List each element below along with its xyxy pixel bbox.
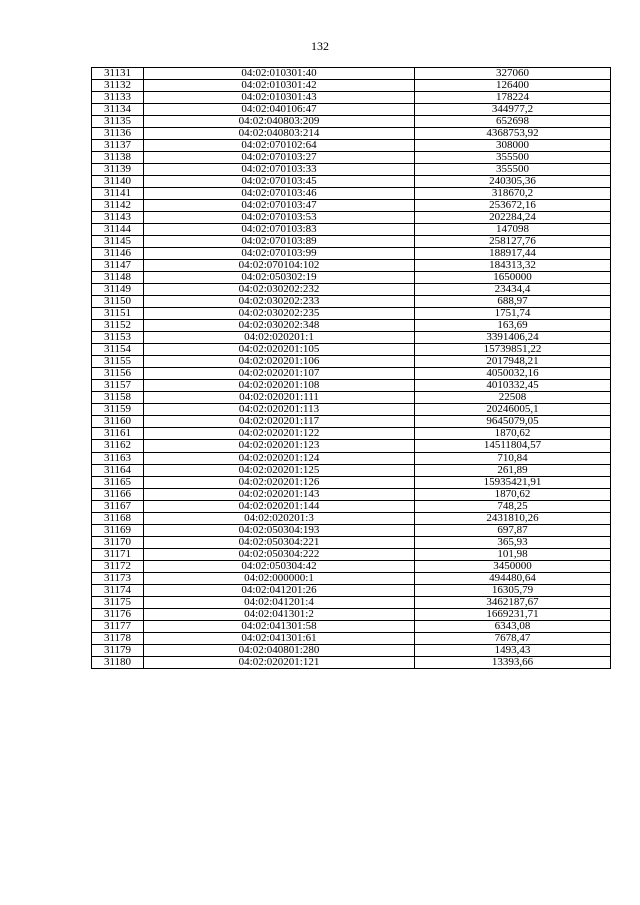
cadastral-number-cell: 04:02:050304:221 bbox=[144, 536, 415, 548]
row-number-cell: 31178 bbox=[92, 632, 144, 644]
cadastral-value-cell: 1870,62 bbox=[415, 488, 611, 500]
row-number-cell: 31176 bbox=[92, 608, 144, 620]
table-row bbox=[92, 116, 611, 128]
table-row bbox=[92, 212, 611, 224]
cadastral-number-cell: 04:02:020201:105 bbox=[144, 344, 415, 356]
cadastral-number-cell: 04:02:020201:3 bbox=[144, 512, 415, 524]
row-number-cell: 31147 bbox=[92, 260, 144, 272]
cadastral-value-cell: 327060 bbox=[415, 68, 611, 80]
table-row bbox=[92, 344, 611, 356]
cadastral-value-cell: 188917,44 bbox=[415, 248, 611, 260]
cadastral-number-cell: 04:02:041301:2 bbox=[144, 608, 415, 620]
cadastral-number-cell: 04:02:020201:122 bbox=[144, 428, 415, 440]
cadastral-value-cell: 14511804,57 bbox=[415, 440, 611, 452]
table-row bbox=[92, 92, 611, 104]
row-number-cell: 31151 bbox=[92, 308, 144, 320]
row-number-cell: 31159 bbox=[92, 404, 144, 416]
cadastral-value-cell: 652698 bbox=[415, 116, 611, 128]
row-number-cell: 31136 bbox=[92, 128, 144, 140]
row-number-cell: 31172 bbox=[92, 560, 144, 572]
cadastral-value-cell: 1751,74 bbox=[415, 308, 611, 320]
cadastral-number-cell: 04:02:020201:117 bbox=[144, 416, 415, 428]
row-number-cell: 31157 bbox=[92, 380, 144, 392]
table-row bbox=[92, 536, 611, 548]
cadastral-value-cell: 3450000 bbox=[415, 560, 611, 572]
cadastral-number-cell: 04:02:040803:214 bbox=[144, 128, 415, 140]
table-row bbox=[92, 608, 611, 620]
table-row bbox=[92, 512, 611, 524]
table-row bbox=[92, 620, 611, 632]
row-number-cell: 31154 bbox=[92, 344, 144, 356]
row-number-cell: 31141 bbox=[92, 188, 144, 200]
row-number-cell: 31143 bbox=[92, 212, 144, 224]
cadastral-number-cell: 04:02:010301:42 bbox=[144, 80, 415, 92]
row-number-cell: 31170 bbox=[92, 536, 144, 548]
table-row bbox=[92, 260, 611, 272]
cadastral-value-cell: 688,97 bbox=[415, 296, 611, 308]
table-row bbox=[92, 584, 611, 596]
row-number-cell: 31164 bbox=[92, 464, 144, 476]
row-number-cell: 31163 bbox=[92, 452, 144, 464]
cadastral-value-cell: 15935421,91 bbox=[415, 476, 611, 488]
table-row bbox=[92, 296, 611, 308]
cadastral-value-cell: 1650000 bbox=[415, 272, 611, 284]
row-number-cell: 31174 bbox=[92, 584, 144, 596]
row-number-cell: 31156 bbox=[92, 368, 144, 380]
cadastral-value-cell: 240305,36 bbox=[415, 176, 611, 188]
cadastral-number-cell: 04:02:020201:124 bbox=[144, 452, 415, 464]
cadastral-value-cell: 23434,4 bbox=[415, 284, 611, 296]
cadastral-number-cell: 04:02:070103:45 bbox=[144, 176, 415, 188]
cadastral-value-cell: 202284,24 bbox=[415, 212, 611, 224]
cadastral-value-cell: 258127,76 bbox=[415, 236, 611, 248]
row-number-cell: 31148 bbox=[92, 272, 144, 284]
cadastral-number-cell: 04:02:070103:47 bbox=[144, 200, 415, 212]
cadastral-value-cell: 308000 bbox=[415, 140, 611, 152]
table-row bbox=[92, 140, 611, 152]
cadastral-number-cell: 04:02:010301:43 bbox=[144, 92, 415, 104]
cadastral-number-cell: 04:02:050302:19 bbox=[144, 272, 415, 284]
cadastral-number-cell: 04:02:050304:193 bbox=[144, 524, 415, 536]
row-number-cell: 31166 bbox=[92, 488, 144, 500]
table-row bbox=[92, 248, 611, 260]
cadastral-number-cell: 04:02:050304:42 bbox=[144, 560, 415, 572]
cadastral-value-cell: 2017948,21 bbox=[415, 356, 611, 368]
table-row bbox=[92, 104, 611, 116]
row-number-cell: 31145 bbox=[92, 236, 144, 248]
cadastral-value-cell: 126400 bbox=[415, 80, 611, 92]
cadastral-number-cell: 04:02:020201:1 bbox=[144, 332, 415, 344]
cadastral-number-cell: 04:02:070103:53 bbox=[144, 212, 415, 224]
cadastral-number-cell: 04:02:070103:99 bbox=[144, 248, 415, 260]
row-number-cell: 31165 bbox=[92, 476, 144, 488]
table-row bbox=[92, 164, 611, 176]
cadastral-number-cell: 04:02:020201:126 bbox=[144, 476, 415, 488]
cadastral-value-cell: 1669231,71 bbox=[415, 608, 611, 620]
cadastral-number-cell: 04:02:030202:235 bbox=[144, 308, 415, 320]
cadastral-value-cell: 748,25 bbox=[415, 500, 611, 512]
row-number-cell: 31162 bbox=[92, 440, 144, 452]
table-body bbox=[92, 68, 611, 669]
cadastral-number-cell: 04:02:070103:46 bbox=[144, 188, 415, 200]
table-row bbox=[92, 320, 611, 332]
table-row bbox=[92, 224, 611, 236]
table-row bbox=[92, 188, 611, 200]
table-row bbox=[92, 68, 611, 80]
cadastral-value-cell: 494480,64 bbox=[415, 572, 611, 584]
cadastral-value-cell: 318670,2 bbox=[415, 188, 611, 200]
table-row bbox=[92, 572, 611, 584]
table-row bbox=[92, 272, 611, 284]
row-number-cell: 31142 bbox=[92, 200, 144, 212]
row-number-cell: 31144 bbox=[92, 224, 144, 236]
cadastral-number-cell: 04:02:020201:121 bbox=[144, 656, 415, 668]
cadastral-number-cell: 04:02:070102:64 bbox=[144, 140, 415, 152]
row-number-cell: 31149 bbox=[92, 284, 144, 296]
cadastral-value-cell: 710,84 bbox=[415, 452, 611, 464]
table-row bbox=[92, 644, 611, 656]
table-row bbox=[92, 392, 611, 404]
cadastral-number-cell: 04:02:020201:144 bbox=[144, 500, 415, 512]
cadastral-number-cell: 04:02:020201:143 bbox=[144, 488, 415, 500]
row-number-cell: 31137 bbox=[92, 140, 144, 152]
cadastral-number-cell: 04:02:070103:89 bbox=[144, 236, 415, 248]
cadastral-number-cell: 04:02:000000:1 bbox=[144, 572, 415, 584]
row-number-cell: 31177 bbox=[92, 620, 144, 632]
cadastral-value-cell: 4010332,45 bbox=[415, 380, 611, 392]
row-number-cell: 31133 bbox=[92, 92, 144, 104]
cadastral-value-cell: 261,89 bbox=[415, 464, 611, 476]
cadastral-value-cell: 4368753,92 bbox=[415, 128, 611, 140]
cadastral-value-table bbox=[91, 67, 611, 669]
table-row bbox=[92, 332, 611, 344]
cadastral-value-cell: 344977,2 bbox=[415, 104, 611, 116]
cadastral-value-cell: 20246005,1 bbox=[415, 404, 611, 416]
cadastral-number-cell: 04:02:040801:280 bbox=[144, 644, 415, 656]
row-number-cell: 31171 bbox=[92, 548, 144, 560]
table-row bbox=[92, 428, 611, 440]
cadastral-value-cell: 365,93 bbox=[415, 536, 611, 548]
cadastral-number-cell: 04:02:020201:111 bbox=[144, 392, 415, 404]
cadastral-number-cell: 04:02:020201:106 bbox=[144, 356, 415, 368]
row-number-cell: 31135 bbox=[92, 116, 144, 128]
row-number-cell: 31173 bbox=[92, 572, 144, 584]
row-number-cell: 31155 bbox=[92, 356, 144, 368]
cadastral-value-cell: 6343,08 bbox=[415, 620, 611, 632]
cadastral-value-cell: 2431810,26 bbox=[415, 512, 611, 524]
row-number-cell: 31179 bbox=[92, 644, 144, 656]
row-number-cell: 31139 bbox=[92, 164, 144, 176]
cadastral-value-cell: 13393,66 bbox=[415, 656, 611, 668]
cadastral-value-cell: 178224 bbox=[415, 92, 611, 104]
table-row bbox=[92, 356, 611, 368]
row-number-cell: 31175 bbox=[92, 596, 144, 608]
row-number-cell: 31158 bbox=[92, 392, 144, 404]
row-number-cell: 31131 bbox=[92, 68, 144, 80]
table-row bbox=[92, 200, 611, 212]
row-number-cell: 31153 bbox=[92, 332, 144, 344]
row-number-cell: 31167 bbox=[92, 500, 144, 512]
cadastral-value-cell: 3391406,24 bbox=[415, 332, 611, 344]
cadastral-number-cell: 04:02:020201:108 bbox=[144, 380, 415, 392]
table-row bbox=[92, 476, 611, 488]
table-row bbox=[92, 368, 611, 380]
cadastral-value-cell: 16305,79 bbox=[415, 584, 611, 596]
row-number-cell: 31150 bbox=[92, 296, 144, 308]
row-number-cell: 31168 bbox=[92, 512, 144, 524]
cadastral-number-cell: 04:02:070103:27 bbox=[144, 152, 415, 164]
cadastral-value-cell: 355500 bbox=[415, 152, 611, 164]
cadastral-number-cell: 04:02:030202:232 bbox=[144, 284, 415, 296]
table-row bbox=[92, 464, 611, 476]
cadastral-value-cell: 22508 bbox=[415, 392, 611, 404]
row-number-cell: 31138 bbox=[92, 152, 144, 164]
table-row bbox=[92, 440, 611, 452]
cadastral-number-cell: 04:02:010301:40 bbox=[144, 68, 415, 80]
cadastral-value-cell: 163,69 bbox=[415, 320, 611, 332]
table-row bbox=[92, 656, 611, 668]
cadastral-number-cell: 04:02:020201:123 bbox=[144, 440, 415, 452]
table-row bbox=[92, 452, 611, 464]
row-number-cell: 31146 bbox=[92, 248, 144, 260]
cadastral-number-cell: 04:02:070103:83 bbox=[144, 224, 415, 236]
cadastral-number-cell: 04:02:040803:209 bbox=[144, 116, 415, 128]
row-number-cell: 31180 bbox=[92, 656, 144, 668]
table-row bbox=[92, 380, 611, 392]
row-number-cell: 31169 bbox=[92, 524, 144, 536]
table-row bbox=[92, 152, 611, 164]
cadastral-value-cell: 4050032,16 bbox=[415, 368, 611, 380]
cadastral-value-cell: 7678,47 bbox=[415, 632, 611, 644]
cadastral-value-cell: 1870,62 bbox=[415, 428, 611, 440]
table-row bbox=[92, 596, 611, 608]
cadastral-number-cell: 04:02:020201:125 bbox=[144, 464, 415, 476]
table-row bbox=[92, 548, 611, 560]
table-row bbox=[92, 560, 611, 572]
cadastral-number-cell: 04:02:020201:107 bbox=[144, 368, 415, 380]
cadastral-value-cell: 15739851,22 bbox=[415, 344, 611, 356]
page-number: 132 bbox=[311, 39, 329, 53]
table-row bbox=[92, 236, 611, 248]
row-number-cell: 31161 bbox=[92, 428, 144, 440]
table-row bbox=[92, 500, 611, 512]
table-row bbox=[92, 524, 611, 536]
table-row bbox=[92, 128, 611, 140]
cadastral-number-cell: 04:02:041301:58 bbox=[144, 620, 415, 632]
table-row bbox=[92, 176, 611, 188]
cadastral-value-cell: 3462187,67 bbox=[415, 596, 611, 608]
table-row bbox=[92, 80, 611, 92]
cadastral-value-cell: 253672,16 bbox=[415, 200, 611, 212]
table-row bbox=[92, 416, 611, 428]
cadastral-value-cell: 697,87 bbox=[415, 524, 611, 536]
cadastral-number-cell: 04:02:070103:33 bbox=[144, 164, 415, 176]
table-row bbox=[92, 404, 611, 416]
row-number-cell: 31140 bbox=[92, 176, 144, 188]
cadastral-number-cell: 04:02:041301:61 bbox=[144, 632, 415, 644]
cadastral-number-cell: 04:02:041201:26 bbox=[144, 584, 415, 596]
table-row bbox=[92, 632, 611, 644]
cadastral-number-cell: 04:02:070104:102 bbox=[144, 260, 415, 272]
table-row bbox=[92, 308, 611, 320]
row-number-cell: 31132 bbox=[92, 80, 144, 92]
row-number-cell: 31134 bbox=[92, 104, 144, 116]
cadastral-value-cell: 355500 bbox=[415, 164, 611, 176]
cadastral-value-cell: 101,98 bbox=[415, 548, 611, 560]
cadastral-value-cell: 9645079,05 bbox=[415, 416, 611, 428]
table-row bbox=[92, 284, 611, 296]
cadastral-value-cell: 1493,43 bbox=[415, 644, 611, 656]
cadastral-number-cell: 04:02:041201:4 bbox=[144, 596, 415, 608]
cadastral-number-cell: 04:02:050304:222 bbox=[144, 548, 415, 560]
cadastral-value-cell: 184313,32 bbox=[415, 260, 611, 272]
cadastral-number-cell: 04:02:040106:47 bbox=[144, 104, 415, 116]
row-number-cell: 31152 bbox=[92, 320, 144, 332]
row-number-cell: 31160 bbox=[92, 416, 144, 428]
cadastral-number-cell: 04:02:030202:348 bbox=[144, 320, 415, 332]
cadastral-value-cell: 147098 bbox=[415, 224, 611, 236]
table-row bbox=[92, 488, 611, 500]
cadastral-number-cell: 04:02:030202:233 bbox=[144, 296, 415, 308]
cadastral-number-cell: 04:02:020201:113 bbox=[144, 404, 415, 416]
